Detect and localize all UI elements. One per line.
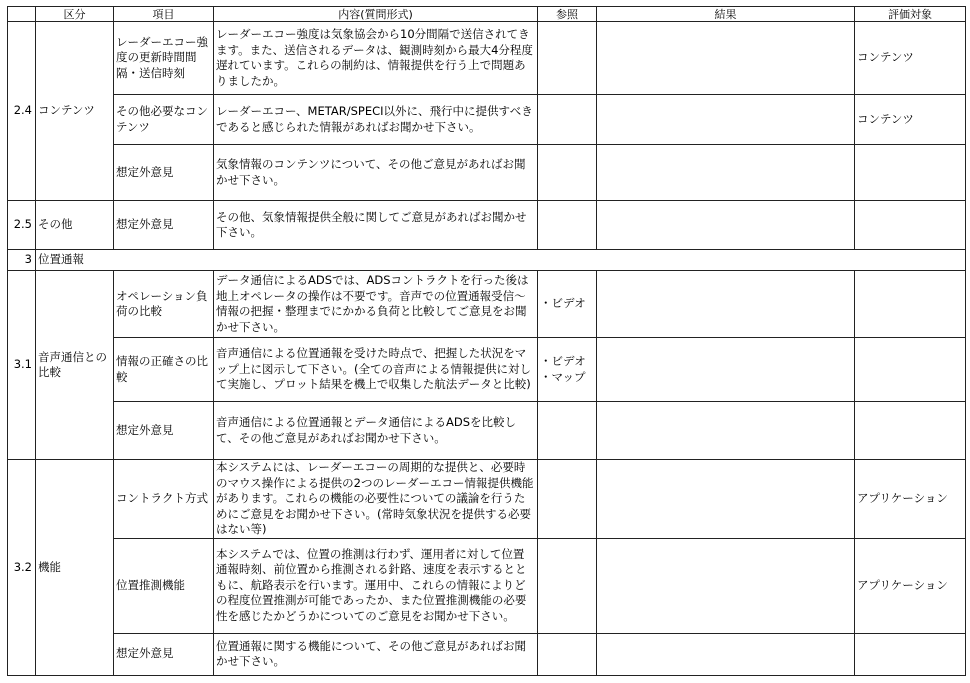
content-cell: 音声通信による位置通報とデータ通信によるADSを比較して、その他ご意見があればお聞かせ下さい。 (214, 402, 538, 460)
table-row (8, 338, 966, 402)
reference-cell[interactable] (538, 402, 597, 460)
reference-cell[interactable] (538, 460, 597, 539)
section-number: 3 (8, 250, 36, 271)
target-cell (855, 402, 966, 460)
content-cell: 本システムには、レーダーエコーの周期的な提供と、必要時のマウス操作による提供の2つのレーダーエコー情報提供機能があります。これらの機能の必要性についての議論を行うためにご意見をお聞かせ下さい。(常時気象状況を提供する必要はない等) (214, 460, 538, 539)
table-row (8, 633, 966, 675)
content-cell: 本システムでは、位置の推測は行わず、運用者に対して位置通報時刻、前位置から推測される針路、速度を表示するとともに、航路表示を行います。運用中、これらの情報によりどの程度位置推測が可能であったか、また位置推測機能の必要性を感じたかどうかについてのご意見をお聞かせ下さい。 (214, 538, 538, 633)
item-cell: コントラクト方式 (114, 460, 214, 539)
result-cell[interactable] (597, 402, 855, 460)
header-target: 評価対象 (855, 7, 966, 22)
content-cell: その他、気象情報提供全般に関してご意見があればお聞かせ下さい。 (214, 201, 538, 250)
table-row (8, 22, 966, 95)
result-cell[interactable] (597, 460, 855, 539)
result-cell[interactable] (597, 271, 855, 338)
reference-cell[interactable] (538, 538, 597, 633)
section-number: 2.4 (8, 22, 36, 201)
target-cell (855, 271, 966, 338)
table-row (8, 402, 966, 460)
item-cell: 情報の正確さの比較 (114, 338, 214, 402)
reference-cell[interactable] (538, 201, 597, 250)
content-cell: 位置通報に関する機能について、その他ご意見があればお聞かせ下さい。 (214, 633, 538, 675)
item-cell: 想定外意見 (114, 402, 214, 460)
reference-cell[interactable] (538, 95, 597, 145)
item-cell: レーダーエコー強度の更新時間間隔・送信時刻 (114, 22, 214, 95)
result-cell[interactable] (597, 338, 855, 402)
reference-cell[interactable]: ・ビデオ ・マップ (538, 338, 597, 402)
section-category: コンテンツ (36, 22, 114, 201)
header-item: 項目 (114, 7, 214, 22)
item-cell: オペレーション負荷の比較 (114, 271, 214, 338)
target-cell (855, 145, 966, 201)
section-title: 位置通報 (36, 250, 966, 271)
section-number: 3.2 (8, 460, 36, 676)
item-cell: 想定外意見 (114, 201, 214, 250)
header-category: 区分 (36, 7, 114, 22)
target-cell: コンテンツ (855, 22, 966, 95)
header-result: 結果 (597, 7, 855, 22)
table-row (8, 95, 966, 145)
content-cell: レーダーエコー強度は気象協会から10分間隔で送信されてきます。また、送信されるデータは、観測時刻から最大4分程度遅れています。これらの制約は、情報提供を行う上で問題ありましたか。 (214, 22, 538, 95)
result-cell[interactable] (597, 145, 855, 201)
result-cell[interactable] (597, 95, 855, 145)
section-number: 2.5 (8, 201, 36, 250)
result-cell[interactable] (597, 538, 855, 633)
result-cell[interactable] (597, 201, 855, 250)
content-cell: 音声通信による位置通報を受けた時点で、把握した状況をマップ上に図示して下さい。(全ての音声による情報提供に対して実施し、プロット結果を機上で収集した航法データと比較) (214, 338, 538, 402)
item-cell: 想定外意見 (114, 145, 214, 201)
header-row (8, 7, 966, 22)
reference-cell[interactable] (538, 633, 597, 675)
content-cell: 気象情報のコンテンツについて、その他ご意見があればお聞かせ下さい。 (214, 145, 538, 201)
item-cell: その他必要なコンテンツ (114, 95, 214, 145)
section-category: 機能 (36, 460, 114, 676)
item-cell: 想定外意見 (114, 633, 214, 675)
evaluation-table (7, 6, 966, 676)
reference-cell[interactable]: ・ビデオ (538, 271, 597, 338)
target-cell: アプリケーション (855, 460, 966, 539)
result-cell[interactable] (597, 22, 855, 95)
reference-cell[interactable] (538, 22, 597, 95)
target-cell (855, 338, 966, 402)
table-row (8, 145, 966, 201)
header-reference: 参照 (538, 7, 597, 22)
table-row (8, 271, 966, 338)
target-cell (855, 201, 966, 250)
target-cell: アプリケーション (855, 538, 966, 633)
section-header-row (8, 250, 966, 271)
item-cell: 位置推測機能 (114, 538, 214, 633)
section-category: 音声通信との比較 (36, 271, 114, 460)
section-category: その他 (36, 201, 114, 250)
content-cell: データ通信によるADSでは、ADSコントラクトを行った後は地上オペレータの操作は不要です。音声での位置通報受信～情報の把握・整理までにかかる負荷と比較してご意見をお聞かせ下さい。 (214, 271, 538, 338)
table-row (8, 460, 966, 539)
header-num (8, 7, 36, 22)
target-cell (855, 633, 966, 675)
section-number: 3.1 (8, 271, 36, 460)
table-row (8, 201, 966, 250)
table-row (8, 538, 966, 633)
content-cell: レーダーエコー、METAR/SPECI以外に、飛行中に提供すべきであると感じられた情報があればお聞かせ下さい。 (214, 95, 538, 145)
target-cell: コンテンツ (855, 95, 966, 145)
reference-cell[interactable] (538, 145, 597, 201)
header-content: 内容(質問形式) (214, 7, 538, 22)
result-cell[interactable] (597, 633, 855, 675)
